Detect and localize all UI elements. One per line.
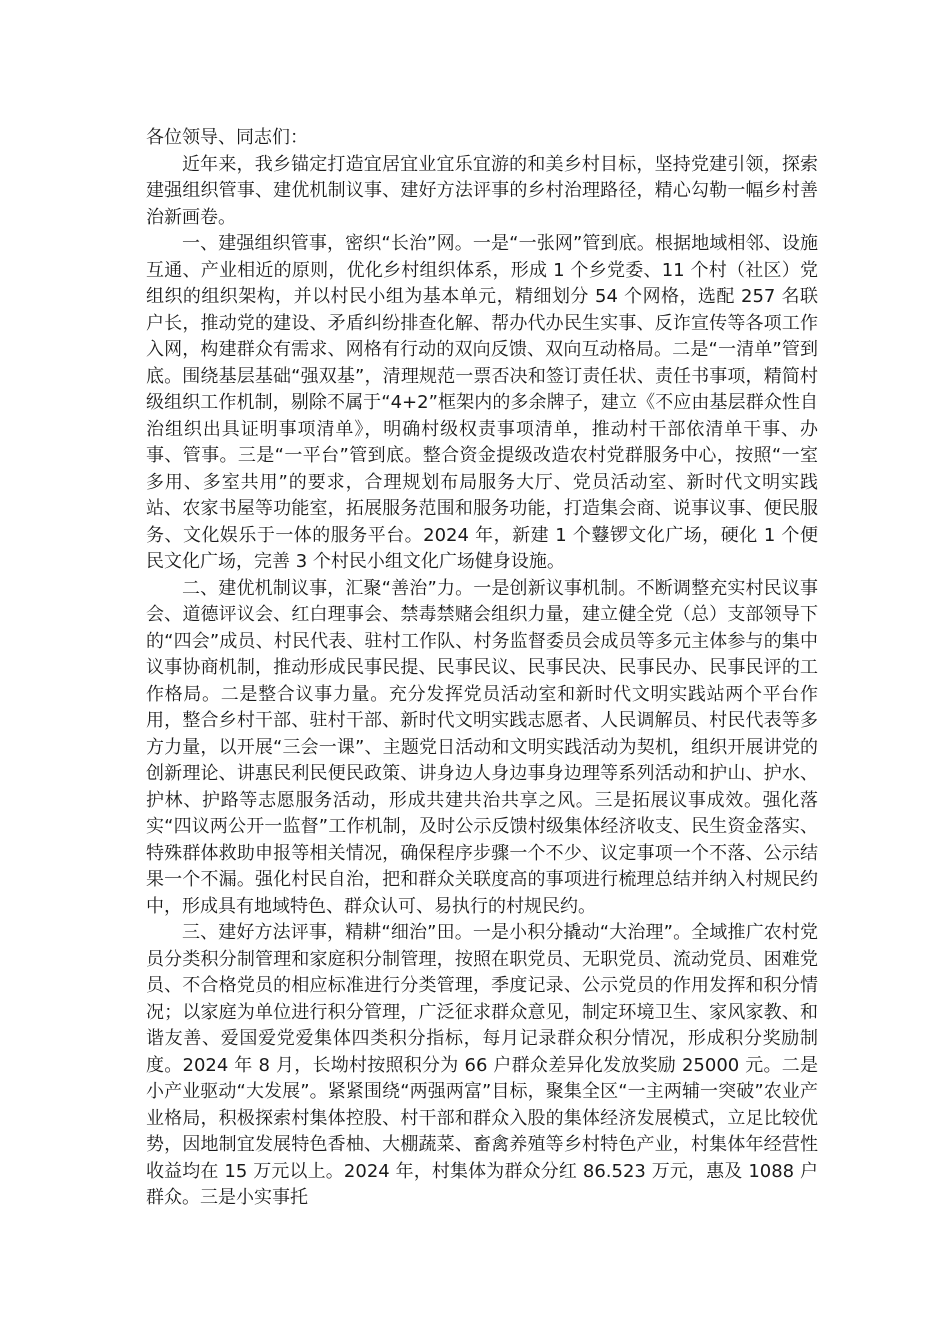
paragraph-intro: 近年来，我乡锚定打造宜居宜业宜乐宜游的和美乡村目标，坚持党建引领，探索建强组织管事、建优机制议事、建好方法评事的乡村治理路径，精心勾勒一幅乡村善治新画卷。 (146, 153, 818, 228)
paragraph-section-3: 三、建好方法评事，精耕“细治”田。一是小积分撬动“大治理”。全域推广农村党员分类积分制管理和家庭积分制管理，按照在职党员、无职党员、流动党员、困难党员、不合格党员的相应标准进行分类管理，季度记录、公示党员的作用发挥和积分情况；以家庭为单位进行积分管理，广泛征求群众意见，制定环境卫生、家风家教、和谐友善、爱国爱党爱集体四类积分指标，每月记录群众积分情况，形成积分奖励制度。2024 年 8 月，长坳村按照积分为 66 户群众差异化发放奖励 25000 元。二是小产业驱动“大发展”。紧紧围绕“两强两富”目标，聚集全区“一主两辅一突破”农业产业格局，积极探索村集体控股、村干部和群众入股的集体经济发展模式，立足比较优势，因地制宜发展特色香柚、大棚蔬菜、畜禽养殖等乡村特色产业，村集体年经营性收益均在 15 万元以上。2024 年，村集体为群众分红 86.523 万元，惠及 1088 户群众。三是小实事托 (146, 922, 818, 1208)
paragraph-section-1: 一、建强组织管事，密织“长治”网。一是“一张网”管到底。根据地域相邻、设施互通、产业相近的原则，优化乡村组织体系，形成 1 个乡党委、11 个村（社区）党组织的组织架构，并以村民小组为基本单元，精细划分 54 个网格，选配 257 名联户长，推动党的建设、矛盾纠纷排查化解、帮办代办民生实事、反诈宣传等各项工作入网，构建群众有需求、网格有行动的双向反馈、双向互动格局。二是“一清单”管到底。围绕基层基础“强双基”，清理规范一票否决和签订责任状、责任书事项，精简村级组织工作机制，剔除不属于“4+2”框架内的多余牌子，建立《不应由基层群众性自治组织出具证明事项清单》，明确村级权责事项清单，推动村干部依清单干事、办事、管事。三是“一平台”管到底。整合资金提级改造农村党群服务中心，按照“一室多用、多室共用”的要求，合理规划布局服务大厅、党员活动室、新时代文明实践站、农家书屋等功能室，拓展服务范围和服务功能，打造集会商、说事议事、便民服务、文化娱乐于一体的服务平台。2024 年，新建 1 个鼟锣文化广场，硬化 1 个便民文化广场，完善 3 个村民小组文化广场健身设施。 (146, 233, 818, 572)
salutation: 各位领导、同志们： (146, 127, 308, 148)
speech-text (146, 125, 818, 1212)
paragraph-section-2: 二、建优机制议事，汇聚“善治”力。一是创新议事机制。不断调整充实村民议事会、道德评议会、红白理事会、禁毒禁赌会组织力量，建立健全党（总）支部领导下的“四会”成员、村民代表、驻村工作队、村务监督委员会成员等多元主体参与的集中议事协商机制，推动形成民事民提、民事民议、民事民决、民事民办、民事民评的工作格局。二是整合议事力量。充分发挥党员活动室和新时代文明实践站两个平台作用，整合乡村干部、驻村干部、新时代文明实践志愿者、人民调解员、村民代表等多方力量，以开展“三会一课”、主题党日活动和文明实践活动为契机，组织开展讲党的创新理论、讲惠民利民便民政策、讲身边人身边事身边理等系列活动和护山、护水、护林、护路等志愿服务活动，形成共建共治共享之风。三是拓展议事成效。强化落实“四议两公开一监督”工作机制，及时公示反馈村级集体经济收支、民生资金落实、特殊群体救助申报等相关情况，确保程序步骤一个不少、议定事项一个不落、公示结果一个不漏。强化村民自治，把和群众关联度高的事项进行梳理总结并纳入村规民约中，形成具有地域特色、群众认可、易执行的村规民约。 (146, 577, 818, 917)
